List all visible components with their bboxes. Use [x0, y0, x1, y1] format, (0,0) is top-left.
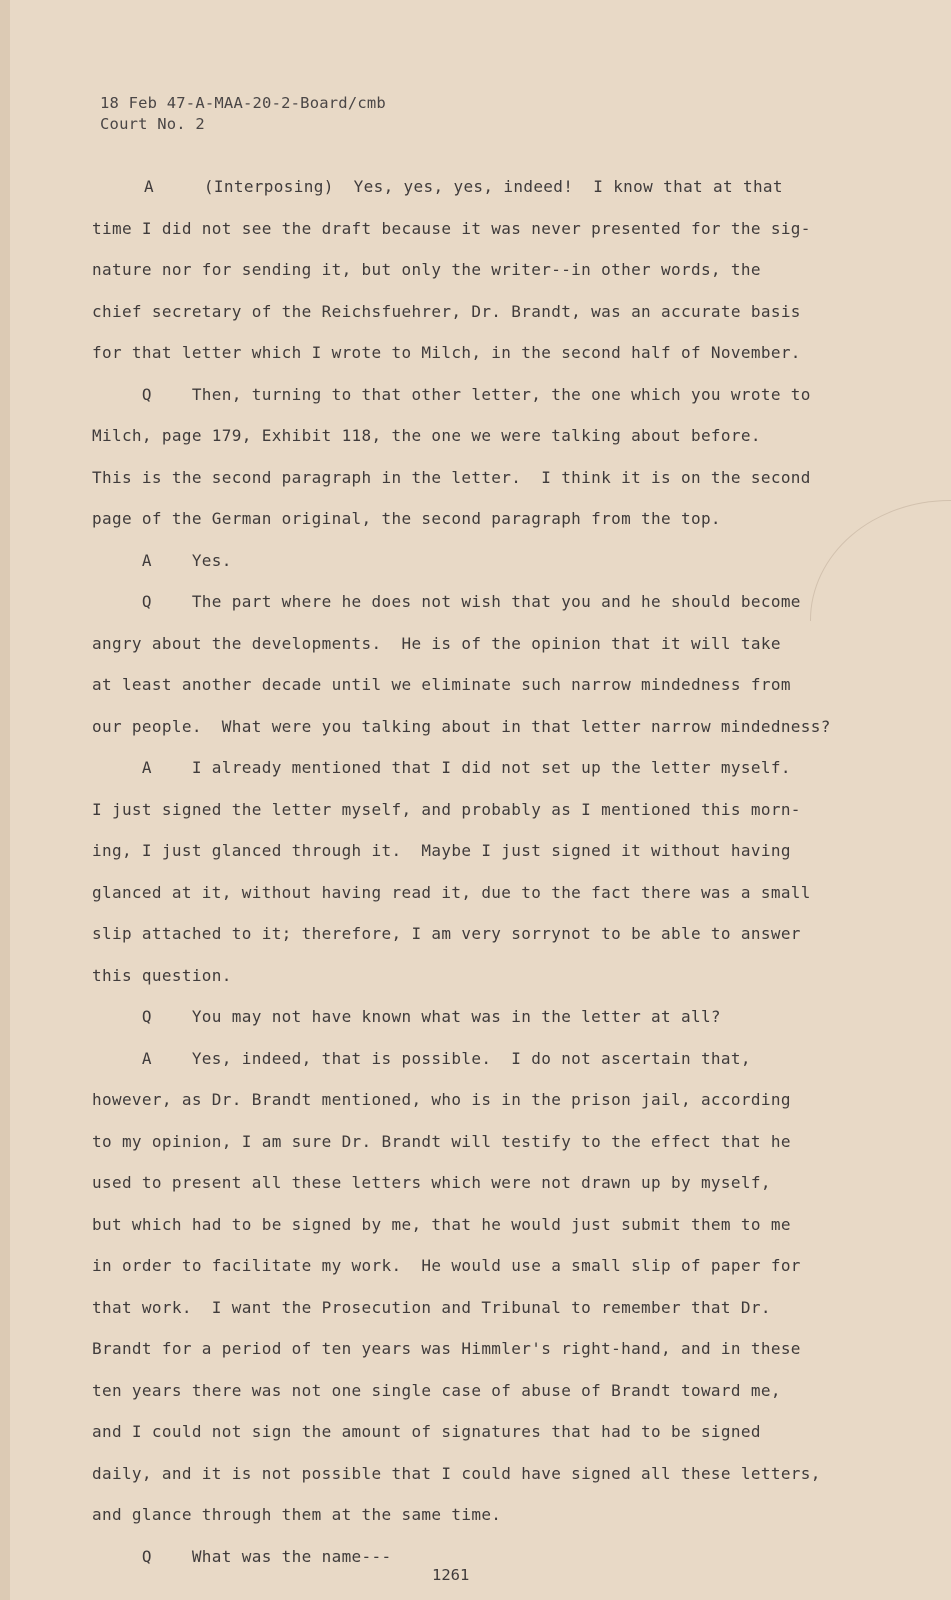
transcript-line: Milch, page 179, Exhibit 118, the one we were talking about before. — [92, 426, 761, 445]
transcript-line: used to present all these letters which were not drawn up by myself, — [92, 1173, 771, 1192]
transcript-line: time I did not see the draft because it was never presented for the sig- — [92, 218, 811, 238]
transcript-line: A Yes, indeed, that is possible. I do not ascertain that, — [92, 1048, 751, 1068]
transcript-line: chief secretary of the Reichsfuehrer, Dr. Brandt, was an accurate basis — [92, 301, 801, 321]
transcript-line: This is the second paragraph in the letter. I think it is on the second — [92, 467, 811, 487]
transcript-line: and glance through them at the same time. — [92, 1505, 502, 1524]
transcript-line: slip attached to it; therefore, I am very sorrynot to be able to answer — [92, 924, 801, 943]
transcript-line: A Yes. — [92, 550, 232, 570]
transcript-line: ten years there was not one single case of abuse of Brandt toward me, — [92, 1380, 781, 1400]
transcript-line: A I already mentioned that I did not set up the letter myself. — [92, 758, 791, 777]
transcript-line: daily, and it is not possible that I could have signed all these letters, — [92, 1463, 821, 1483]
transcript-line: for that letter which I wrote to Milch, in the second half of November. — [92, 343, 801, 362]
transcript-line: A (Interposing) Yes, yes, yes, indeed! I know that at that — [144, 177, 783, 196]
transcript-line: Q Then, turning to that other letter, the one which you wrote to — [92, 384, 811, 404]
transcript-body — [92, 177, 852, 1588]
transcript-line: and I could not sign the amount of signatures that had to be signed — [92, 1422, 761, 1441]
transcript-line: in order to facilitate my work. He would use a small slip of paper for — [92, 1256, 801, 1275]
transcript-line: this question. — [92, 965, 232, 985]
transcript-line: Brandt for a period of ten years was Himmler's right-hand, and in these — [92, 1339, 801, 1358]
transcript-line: nature nor for sending it, but only the writer--in other words, the — [92, 260, 761, 279]
transcript-line: Q What was the name--- — [92, 1546, 392, 1566]
header-court: Court No. 2 — [100, 115, 205, 133]
transcript-line: page of the German original, the second paragraph from the top. — [92, 509, 721, 528]
transcript-line: angry about the developments. He is of the opinion that it will take — [92, 633, 781, 653]
transcript-line: glanced at it, without having read it, due to the fact there was a small — [92, 882, 811, 902]
transcript-line: Q The part where he does not wish that you and he should become — [92, 592, 801, 611]
page-number: 1261 — [432, 1566, 470, 1584]
transcript-line: ing, I just glanced through it. Maybe I just signed it without having — [92, 841, 791, 860]
transcript-line: to my opinion, I am sure Dr. Brandt will testify to the effect that he — [92, 1131, 791, 1151]
transcript-line: I just signed the letter myself, and probably as I mentioned this morn- — [92, 799, 801, 819]
transcript-line: at least another decade until we eliminate such narrow mindedness from — [92, 675, 791, 694]
transcript-line: that work. I want the Prosecution and Tribunal to remember that Dr. — [92, 1297, 771, 1317]
transcript-line: however, as Dr. Brandt mentioned, who is in the prison jail, according — [92, 1090, 791, 1109]
document-header — [100, 93, 386, 135]
header-reference: 18 Feb 47-A-MAA-20-2-Board/cmb — [100, 94, 386, 112]
transcript-line: our people. What were you talking about in that letter narrow mindedness? — [92, 716, 831, 736]
transcript-line: Q You may not have known what was in the letter at all? — [92, 1007, 721, 1026]
page-edge — [0, 0, 10, 1600]
transcript-line: but which had to be signed by me, that he would just submit them to me — [92, 1214, 791, 1234]
